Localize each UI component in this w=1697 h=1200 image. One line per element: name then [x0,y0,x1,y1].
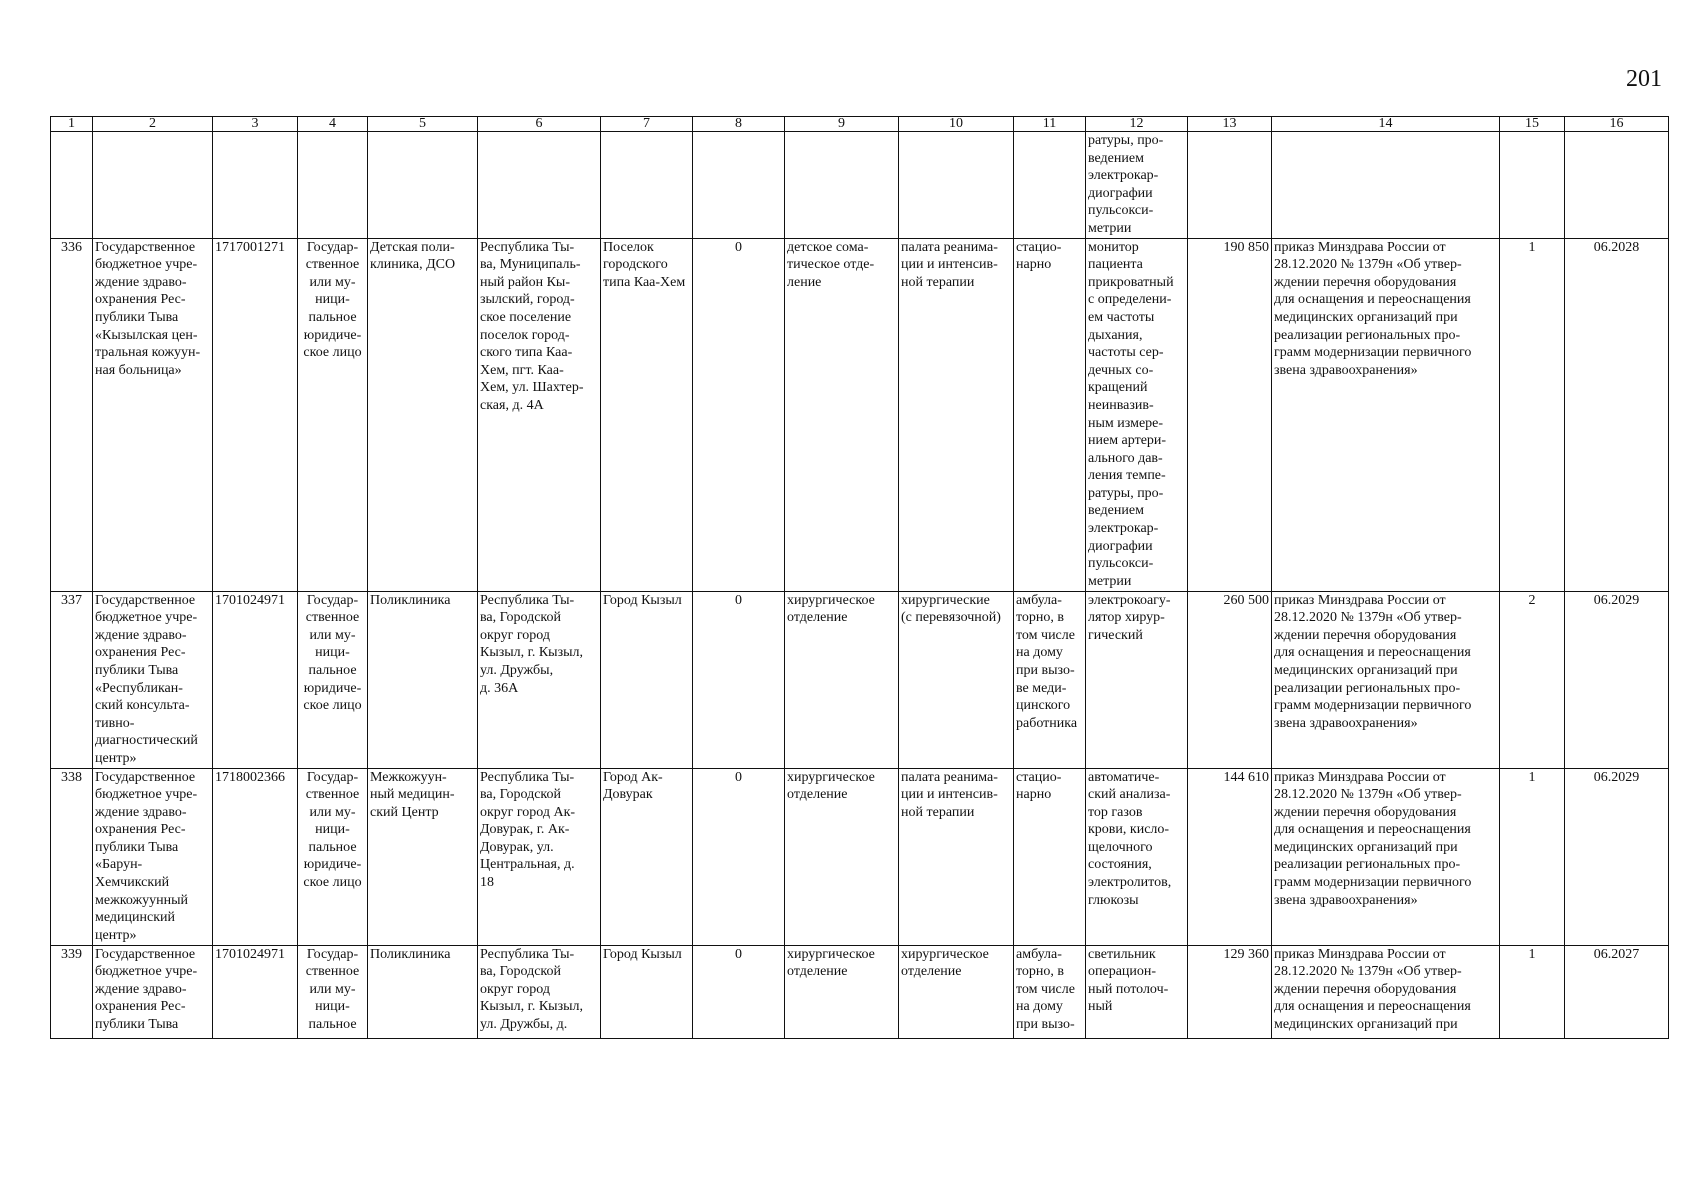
locality: Город Ак- Довурак [601,768,693,945]
legal-basis: приказ Минздрава России от 28.12.2020 № 1379н «Об утвер- ждении перечня оборудования для оснащения и переоснащения медицинских организаций при реализации региональных про- грамм модернизации первичного звена здравоохранения» [1272,238,1500,591]
deadline: 06.2028 [1565,238,1669,591]
department: хирургическое отделение [785,768,899,945]
facility-type: Межкожуун- ный медицин- ский Центр [368,768,478,945]
legal-form: Государ- ственное или му- ници- пальное [298,945,368,1038]
room: хирургические (с перевязочной) [899,591,1014,768]
header-cell: 8 [693,117,785,132]
equipment: электрокоагу- лятор хирур- гический [1086,591,1188,768]
organization-name: Государственное бюджетное учре- ждение здраво- охранения Рес- публики Тыва «Барун- Хемчикский межкожуунный медицинский центр» [93,768,213,945]
column-number-header [51,117,1669,132]
cost: 190 850 [1188,238,1272,591]
column-8-value: 0 [693,591,785,768]
room: палата реанима- ции и интенсив- ной терапии [899,768,1014,945]
equipment-cell: ратуры, про- ведением электрокар- диографии пульсокси- метрии [1086,132,1188,239]
header-cell: 13 [1188,117,1272,132]
address: Республика Ты- ва, Городской округ город Ак- Довурак, г. Ак- Довурак, ул. Центральная, д. 18 [478,768,601,945]
organization-name: Государственное бюджетное учре- ждение здраво- охранения Рес- публики Тыва [93,945,213,1038]
header-cell: 6 [478,117,601,132]
department: хирургическое отделение [785,591,899,768]
header-cell: 11 [1014,117,1086,132]
column-8-value: 0 [693,768,785,945]
header-cell: 2 [93,117,213,132]
deadline: 06.2029 [1565,591,1669,768]
row-number: 337 [51,591,93,768]
locality: Город Кызыл [601,945,693,1038]
legal-form: Государ- ственное или му- ници- пальное юридиче- ское лицо [298,768,368,945]
deadline: 06.2029 [1565,768,1669,945]
legal-basis: приказ Минздрава России от 28.12.2020 № 1379н «Об утвер- ждении перечня оборудования для оснащения и переоснащения медицинских организаций при [1272,945,1500,1038]
row-number: 338 [51,768,93,945]
header-cell: 12 [1086,117,1188,132]
column-8-value: 0 [693,945,785,1038]
room: хирургическое отделение [899,945,1014,1038]
department: хирургическое отделение [785,945,899,1038]
legal-form: Государ- ственное или му- ници- пальное юридиче- ское лицо [298,591,368,768]
locality: Поселок городского типа Каа-Хем [601,238,693,591]
cost: 144 610 [1188,768,1272,945]
page-number: 201 [1626,66,1662,92]
deadline: 06.2027 [1565,945,1669,1038]
table-row [51,238,1669,591]
table-row [51,945,1669,1038]
header-cell: 16 [1565,117,1669,132]
header-cell: 14 [1272,117,1500,132]
quantity: 2 [1500,591,1565,768]
care-mode: амбула- торно, в том числе на дому при вызо- ве меди- цинского работника [1014,591,1086,768]
header-cell: 15 [1500,117,1565,132]
column-8-value: 0 [693,238,785,591]
equipment: автоматиче- ский анализа- тор газов крови, кисло- щелочного состояния, электролитов, глюкозы [1086,768,1188,945]
row-number: 339 [51,945,93,1038]
cost: 260 500 [1188,591,1272,768]
header-cell: 7 [601,117,693,132]
header-cell: 4 [298,117,368,132]
care-mode: стацио- нарно [1014,238,1086,591]
organization-name: Государственное бюджетное учре- ждение здраво- охранения Рес- публики Тыва «Республикан- ский консульта- тивно- диагностический центр» [93,591,213,768]
header-cell: 5 [368,117,478,132]
inn: 1718002366 [213,768,298,945]
equipment: монитор пациента прикроватный с определени- ем частоты дыхания, частоты сер- дечных со- кращений неинвазив- ным измере- нием артери- ального дав- ления темпе- ратуры, про- ведением электрокар- диографии пульсокси- метрии [1086,238,1188,591]
legal-basis: приказ Минздрава России от 28.12.2020 № 1379н «Об утвер- ждении перечня оборудования для оснащения и переоснащения медицинских организаций при реализации региональных про- грамм модернизации первичного звена здравоохранения» [1272,768,1500,945]
inn: 1717001271 [213,238,298,591]
continuation-row [51,132,1669,239]
facility-type: Поликлиника [368,945,478,1038]
care-mode: амбула- торно, в том числе на дому при вызо- [1014,945,1086,1038]
address: Республика Ты- ва, Городской округ город Кызыл, г. Кызыл, ул. Дружбы, д. 36А [478,591,601,768]
inn: 1701024971 [213,945,298,1038]
header-cell: 3 [213,117,298,132]
equipment: светильник операцион- ный потолоч- ный [1086,945,1188,1038]
row-number: 336 [51,238,93,591]
organization-name: Государственное бюджетное учре- ждение здраво- охранения Рес- публики Тыва «Кызылская цен- тральная кожуун- ная больница» [93,238,213,591]
cost: 129 360 [1188,945,1272,1038]
legal-basis: приказ Минздрава России от 28.12.2020 № 1379н «Об утвер- ждении перечня оборудования для оснащения и переоснащения медицинских организаций при реализации региональных про- грамм модернизации первичного звена здравоохранения» [1272,591,1500,768]
inn: 1701024971 [213,591,298,768]
table-row [51,768,1669,945]
room: палата реанима- ции и интенсив- ной терапии [899,238,1014,591]
facility-type: Детская поли- клиника, ДСО [368,238,478,591]
facility-type: Поликлиника [368,591,478,768]
locality: Город Кызыл [601,591,693,768]
table-row [51,591,1669,768]
header-cell: 10 [899,117,1014,132]
care-mode: стацио- нарно [1014,768,1086,945]
header-cell: 9 [785,117,899,132]
header-cell: 1 [51,117,93,132]
equipment-table [50,116,1669,1039]
quantity: 1 [1500,945,1565,1038]
address: Республика Ты- ва, Городской округ город Кызыл, г. Кызыл, ул. Дружбы, д. [478,945,601,1038]
quantity: 1 [1500,768,1565,945]
quantity: 1 [1500,238,1565,591]
legal-form: Государ- ственное или му- ници- пальное юридиче- ское лицо [298,238,368,591]
department: детское сома- тическое отде- ление [785,238,899,591]
address: Республика Ты- ва, Муниципаль- ный район Кы- зылский, город- ское поселение поселок город- ского типа Каа- Хем, пгт. Каа- Хем, ул. Шахтер- ская, д. 4А [478,238,601,591]
